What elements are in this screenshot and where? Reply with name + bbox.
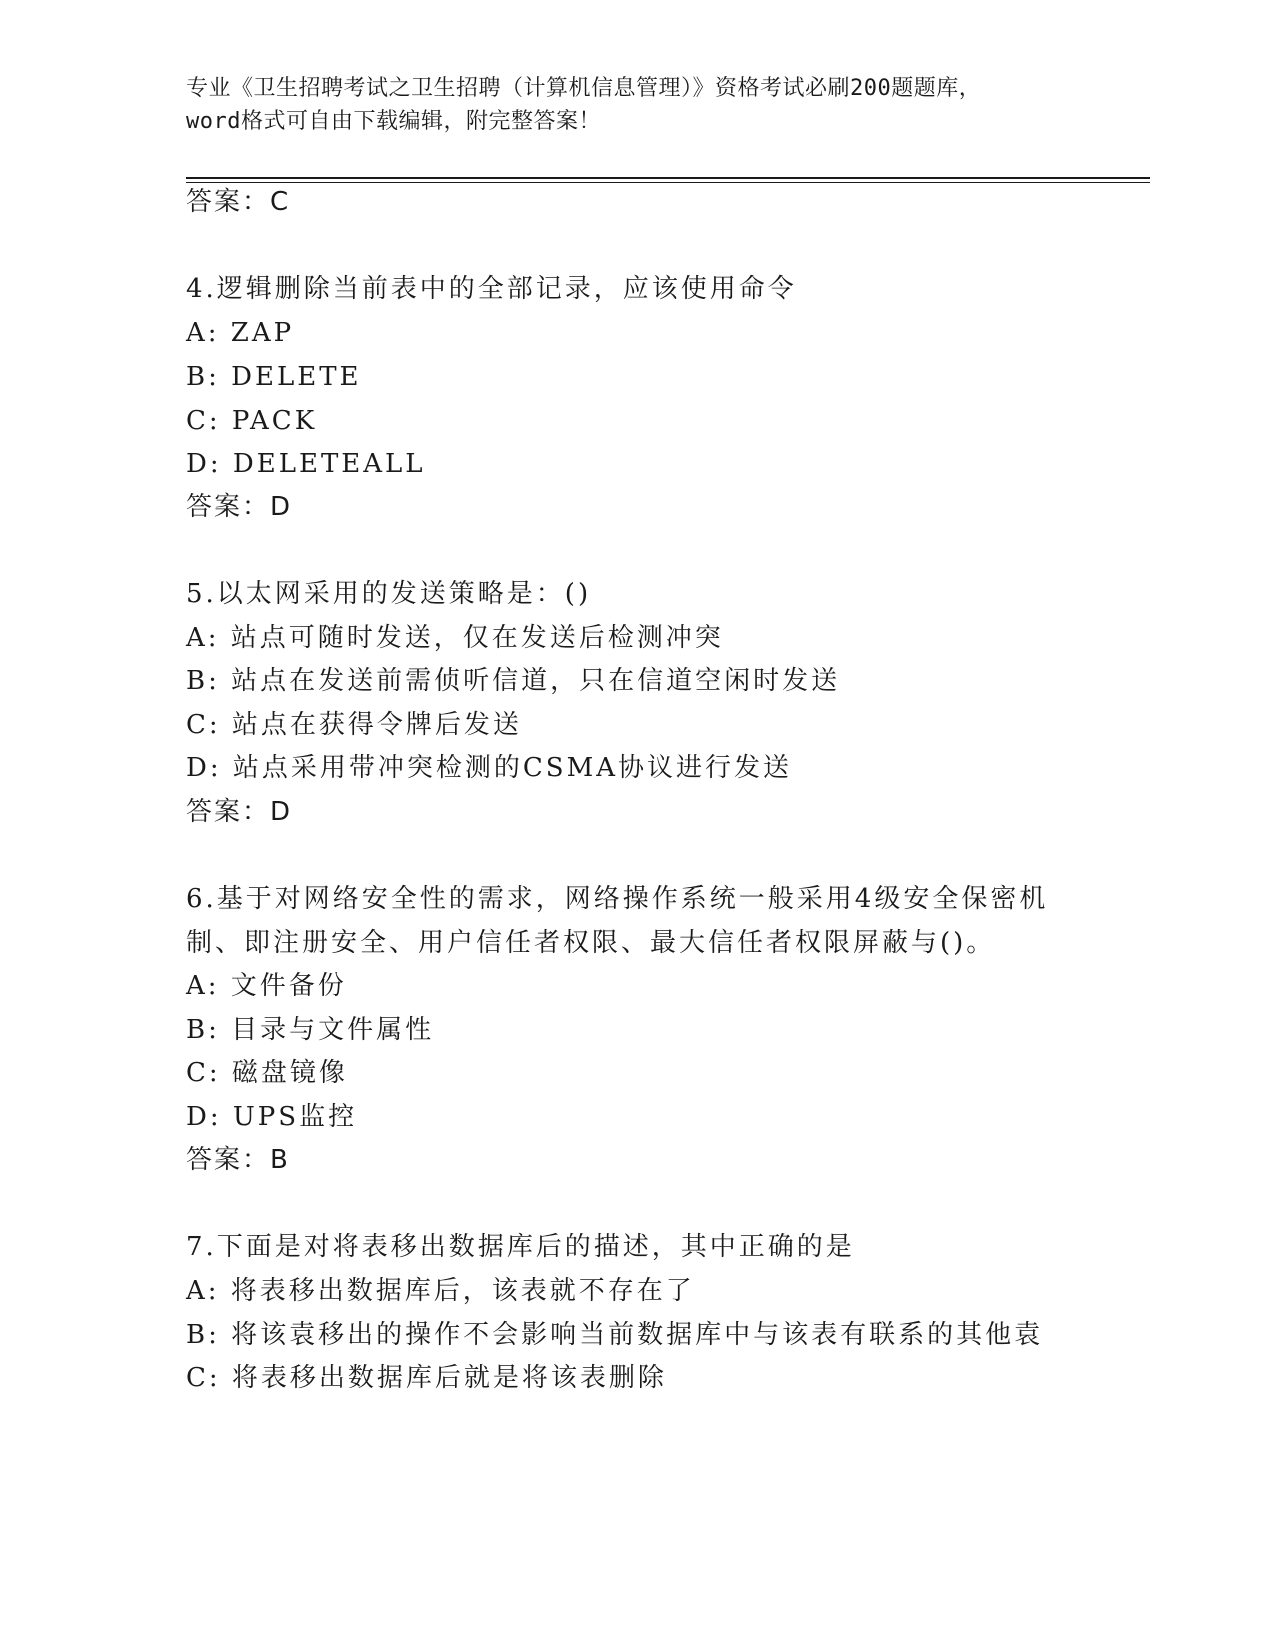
q6-stem-line-1: 6.基于对网络安全性的需求，网络操作系统一般采用4级安全保密机 xyxy=(186,884,1049,914)
q7-option-a: A: 将表移出数据库后，该表就不存在了 xyxy=(186,1276,695,1306)
q4-option-a: A: ZAP xyxy=(186,318,295,348)
q6-option-c: C: 磁盘镜像 xyxy=(186,1058,348,1088)
q5-option-d: D: 站点采用带冲突检测的CSMA协议进行发送 xyxy=(186,753,792,783)
q4-option-d: D: DELETEALL xyxy=(186,449,426,479)
q7-option-c: C: 将表移出数据库后就是将该表删除 xyxy=(186,1363,667,1393)
q4-option-c: C: PACK xyxy=(186,406,318,436)
document-header xyxy=(186,72,1086,138)
q6-answer: 答案：B xyxy=(186,1145,290,1175)
header-divider-thick xyxy=(186,177,1150,179)
q5-option-b: B: 站点在发送前需侦听信道，只在信道空闲时发送 xyxy=(186,666,841,696)
q5-stem: 5.以太网采用的发送策略是：() xyxy=(186,579,592,609)
q6-stem-line-2: 制、即注册安全、用户信任者权限、最大信任者权限屏蔽与()。 xyxy=(186,928,996,958)
q6-option-d: D: UPS监控 xyxy=(186,1102,358,1132)
header-title-line-2: word格式可自由下载编辑，附完整答案！ xyxy=(186,109,601,134)
q4-option-b: B: DELETE xyxy=(186,362,362,392)
q5-option-c: C: 站点在获得令牌后发送 xyxy=(186,710,522,740)
q4-stem: 4.逻辑删除当前表中的全部记录，应该使用命令 xyxy=(186,274,797,304)
answer-prev-question: 答案：C xyxy=(186,187,291,217)
q4-answer: 答案：D xyxy=(186,492,293,522)
q6-option-a: A: 文件备份 xyxy=(186,971,347,1001)
q7-option-b: B: 将该袁移出的操作不会影响当前数据库中与该表有联系的其他袁 xyxy=(186,1320,1044,1350)
header-divider-thin xyxy=(186,182,1150,183)
q5-option-a: A: 站点可随时发送，仅在发送后检测冲突 xyxy=(186,623,724,653)
header-title-line-1: 专业《卫生招聘考试之卫生招聘（计算机信息管理）》资格考试必刷200题题库， xyxy=(186,76,982,101)
q5-answer: 答案：D xyxy=(186,797,293,827)
q7-stem: 7.下面是对将表移出数据库后的描述，其中正确的是 xyxy=(186,1232,855,1262)
q6-option-b: B: 目录与文件属性 xyxy=(186,1015,435,1045)
